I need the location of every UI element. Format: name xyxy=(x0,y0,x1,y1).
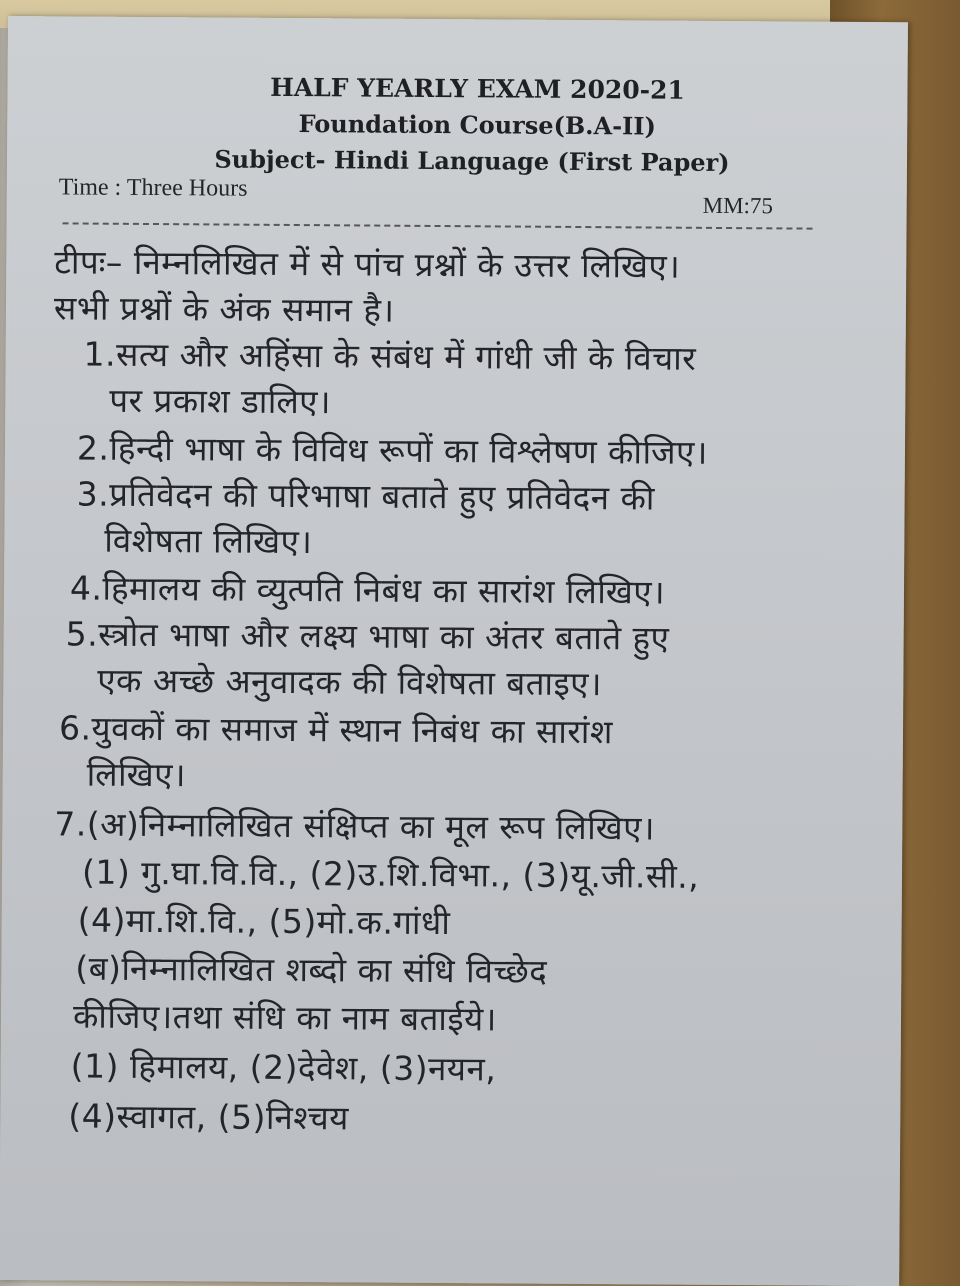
paper-header xyxy=(7,68,908,182)
question-7-b-cont: कीजिए।तथा संधि का नाम बताईये। xyxy=(72,996,497,1039)
exam-title: HALF YEARLY EXAM 2020-21 xyxy=(270,72,685,105)
question-7-b: (ब)निम्नालिखित शब्दो का संधि विच्छेद xyxy=(75,948,548,991)
question-5: 5.स्त्रोत भाषा और लक्ष्य भाषा का अंतर बताते हुए xyxy=(65,614,670,658)
question-4: 4.हिमालय की व्युत्पति निबंध का सारांश लिखिए। xyxy=(69,568,666,612)
question-5-cont: एक अच्छे अनुवादक की विशेषता बताइए। xyxy=(97,660,603,704)
question-3-cont: विशेषता लिखिए। xyxy=(104,520,313,562)
question-7-a-items: (4)मा.शि.वि., (5)मो.क.गांधी xyxy=(77,900,451,943)
instruction-line: टीपः– निम्नलिखित में से पांच प्रश्नों के उत्तर लिखिए। xyxy=(54,242,681,286)
instruction-line: सभी प्रश्नों के अंक समान है। xyxy=(53,288,395,330)
max-marks: MM:75 xyxy=(702,192,774,219)
question-1: 1.सत्य और अहिंसा के संबंध में गांधी जी के विचार xyxy=(83,334,697,378)
subject-line: Subject- Hindi Language (First Paper) xyxy=(214,144,730,178)
question-7-b-items: (4)स्वागत, (5)निश्चय xyxy=(68,1096,350,1138)
question-7-b-items: (1) हिमालय, (2)देवेश, (3)नयन, xyxy=(70,1046,497,1089)
question-1-cont: पर प्रकाश डालिए। xyxy=(109,380,332,422)
question-7-a-items: (1) गु.घा.वि.वि., (2)उ.शि.विभा., (3)यू.जी.सी., xyxy=(81,852,700,896)
question-6: 6.युवकों का समाज में स्थान निबंध का सारांश xyxy=(58,708,614,752)
question-2: 2.हिन्दी भाषा के विविध रूपों का विश्लेषण कीजिए। xyxy=(76,428,708,472)
question-7: 7.(अ)निम्नालिखित संक्षिप्त का मूल रूप लिखिए। xyxy=(54,804,656,848)
course-name: Foundation Course(B.A-II) xyxy=(298,109,657,141)
dashed-divider xyxy=(63,222,813,229)
exam-paper-sheet xyxy=(0,16,908,1286)
question-6-cont: लिखिए। xyxy=(86,754,187,795)
time-allowed: Time : Three Hours xyxy=(58,174,248,202)
question-3: 3.प्रतिवेदन की परिभाषा बताते हुए प्रतिवेदन की xyxy=(76,474,656,518)
